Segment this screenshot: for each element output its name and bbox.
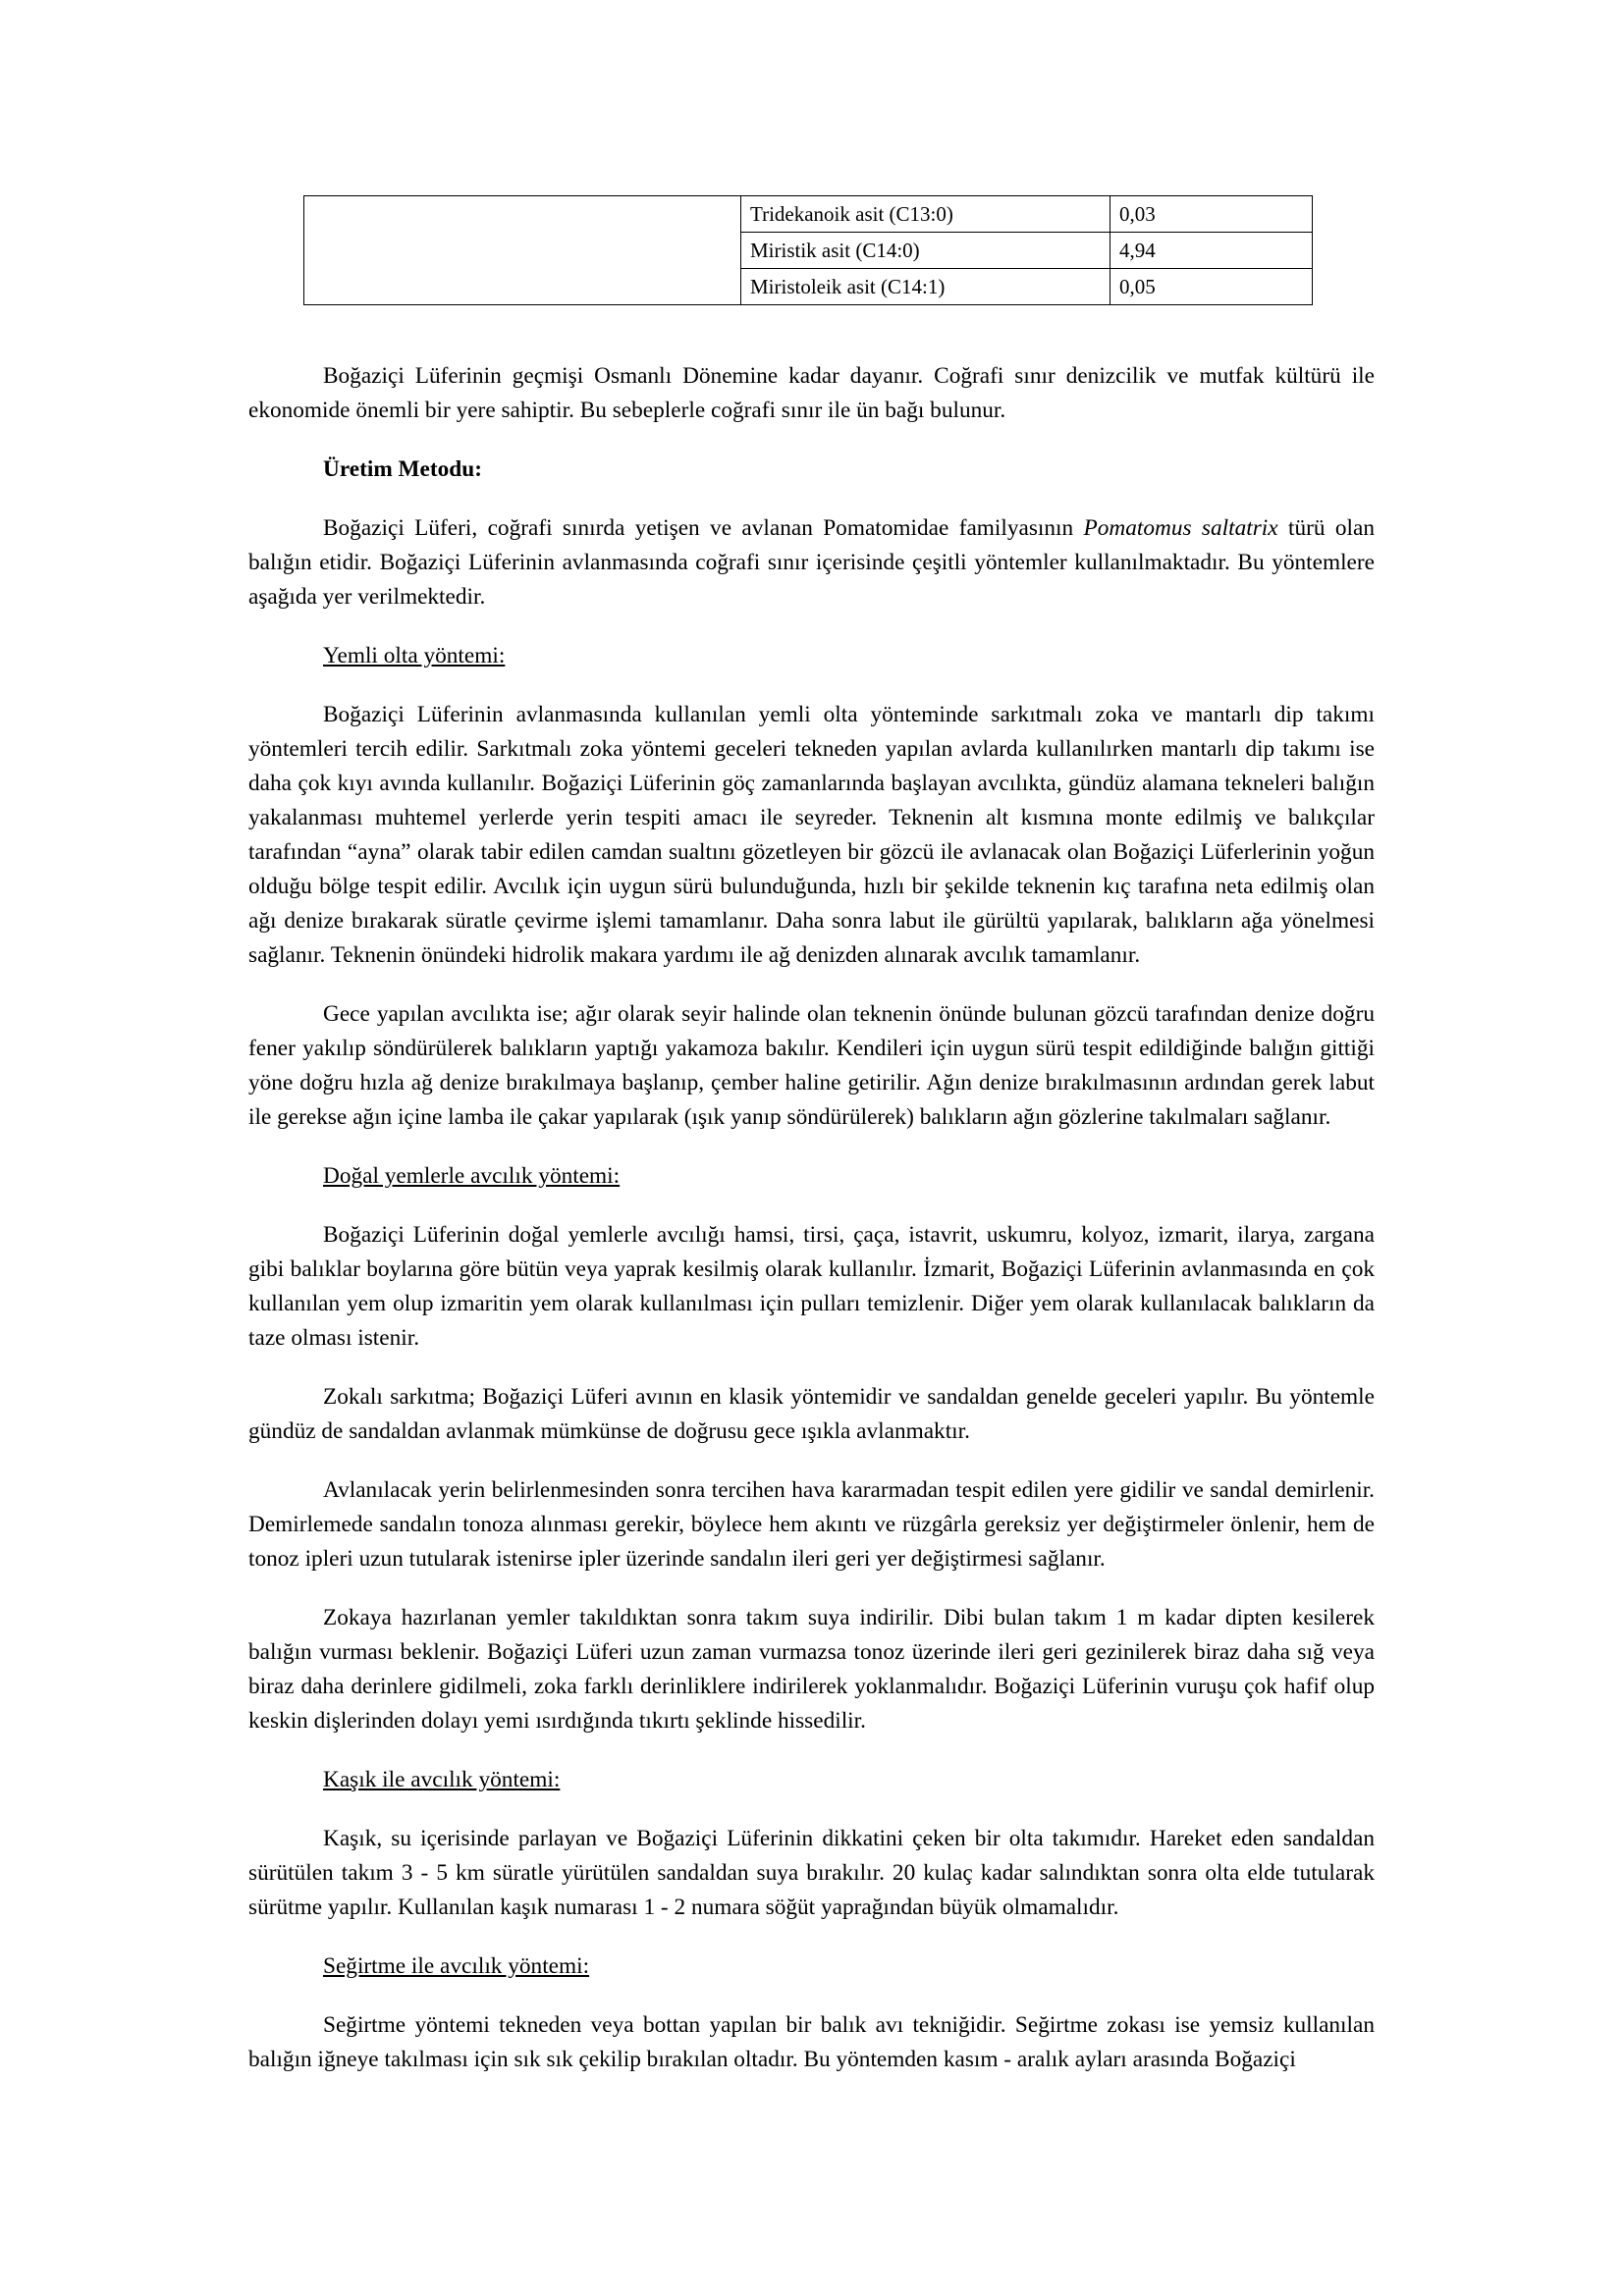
paragraph-production-intro	[248, 511, 1375, 614]
paragraph-history: Boğaziçi Lüferinin geçmişi Osmanlı Dönemine kadar dayanır. Coğrafi sınır denizcilik ve mutfak kültürü ile ekonomide önemli bir yere sahiptir. Bu sebeplerle coğrafi sınır ile ün bağı bulunur.	[248, 363, 1375, 423]
fatty-acid-value: 0,03	[1110, 196, 1313, 233]
fatty-acid-value: 4,94	[1110, 233, 1313, 269]
paragraph-jig-dropping: Zokalı sarkıtma; Boğaziçi Lüferi avının en klasik yöntemidir ve sandaldan genelde geceleri yapılır. Bu yöntemle gündüz de sandaldan avlanmak mümkünse de doğrusu gece ışıkla avlanmaktır.	[248, 1384, 1375, 1444]
subheading-natural-bait: Doğal yemlerle avcılık yöntemi:	[323, 1163, 621, 1189]
fatty-acid-name: Miristoleik asit (C14:1)	[741, 269, 1110, 305]
document-body	[248, 359, 1375, 2102]
paragraph-night-fishing: Gece yapılan avcılıkta ise; ağır olarak seyir halinde olan teknenin önünde bulunan gözcü tarafından denize doğru fener yakılıp söndürülerek balıkların yaptığı yakamoza bakılır. Kendileri için uygun sürü tespit edildiğinde balığın gittiği yöne doğru hızla ağ denize bırakılmaya başlanıp, çember haline getirilir. Ağın denize bırakılmasının ardından gerek labut ile gerekse ağın içine lamba ile çakar yapılarak (ışık yanıp söndürülerek) balıkların ağın gözlerine takılmaları sağlanır.	[248, 1001, 1375, 1130]
table-row	[304, 196, 1313, 233]
paragraph-natural-bait: Boğaziçi Lüferinin doğal yemlerle avcılığı hamsi, tirsi, çaça, istavrit, uskumru, kolyoz, izmarit, ilarya, zargana gibi balıklar boylarına göre bütün veya yaprak kesilmiş olarak kullanılır. İzmarit, Boğaziçi Lüferinin avlanmasında en çok kullanılan yem olup izmaritin yem olarak kullanılması için pulları temizlenir. Diğer yem olarak kullanılacak balıkların da taze olması istenir.	[248, 1222, 1375, 1351]
subheading-spoon: Kaşık ile avcılık yöntemi:	[323, 1767, 561, 1792]
species-name: Pomatomus saltatrix	[1083, 515, 1278, 541]
subheading-jerking: Seğirtme ile avcılık yöntemi:	[323, 1953, 590, 1979]
paragraph-spoon-method: Kaşık, su içerisinde parlayan ve Boğaziçi Lüferinin dikkatini çeken bir olta takımıdır. Hareket eden sandaldan sürütülen takım 3 - 5 km süratle yürütülen sandaldan suya bırakılır. 20 kulaç kadar salındıktan sonra olta elde tutularak sürütme yapılır. Kullanılan kaşık numarası 1 - 2 numara söğüt yaprağından büyük olmamalıdır.	[248, 1826, 1375, 1920]
paragraph-jerking-method: Seğirtme yöntemi tekneden veya bottan yapılan bir balık avı tekniğidir. Seğirtme zokası ise yemsiz kullanılan balığın iğneye takılması için sık sık çekilip bırakılan oltadır. Bu yöntemden kasım - aralık ayları arasında Boğaziçi	[248, 2012, 1375, 2072]
paragraph-text: Boğaziçi Lüferi, coğrafi sınırda yetişen ve avlanan Pomatomidae familyasının	[323, 515, 1084, 541]
fatty-acid-name: Miristik asit (C14:0)	[741, 233, 1110, 269]
paragraph-anchoring: Avlanılacak yerin belirlenmesinden sonra tercihen hava kararmadan tespit edilen yere gidilir ve sandal demirlenir. Demirlemede sandalın tonoza alınması gerekir, böylece hem akıntı ve rüzgârla gereksiz yer değiştirmeler önlenir, hem de tonoz ipleri uzun tutularak istenirse ipler üzerinde sandalın ileri geri yer değiştirmesi sağlanır.	[248, 1477, 1375, 1572]
fatty-acid-name: Tridekanoik asit (C13:0)	[741, 196, 1110, 233]
empty-merged-cell	[304, 196, 741, 305]
paragraph-text: türü olan balığın etidir. Boğaziçi Lüferinin avlanmasında coğrafi sınır içerisinde çeşitli yöntemler kullanılmaktadır. Bu yöntemlere aşağıda yer verilmektedir.	[248, 515, 1375, 610]
heading-production-method: Üretim Metodu:	[323, 456, 482, 482]
paragraph-bait-line-method: Boğaziçi Lüferinin avlanmasında kullanılan yemli olta yönteminde sarkıtmalı zoka ve mantarlı dip takımı yöntemleri tercih edilir. Sarkıtmalı zoka yöntemi geceleri tekneden yapılan avlarda kullanılırken mantarlı dip takımı ise daha çok kıyı avında kullanılır. Boğaziçi Lüferinin göç zamanlarında başlayan avcılıkta, gündüz alamana tekneleri balığın yakalanması muhtemel yerlerde yerin tespiti amacı ile seyreder. Teknenin alt kısmına monte edilmiş ve balıkçılar tarafından “ayna” olarak tabir edilen camdan sualtını gözetleyen bir gözcü ile avlanacak olan Boğaziçi Lüferlerinin yoğun olduğu bölge tespit edilir. Avcılık için uygun sürü bulunduğunda, hızlı bir şekilde teknenin kıç tarafına neta edilmiş olan ağı denize bırakarak süratle çevirme işlemi tamamlanır. Daha sonra labut ile gürültü yapılarak, balıkların ağa yönelmesi sağlanır. Teknenin önündeki hidrolik makara yardımı ile ağ denizden alınarak avcılık tamamlanır.	[248, 702, 1375, 968]
paragraph-jig-bait: Zokaya hazırlanan yemler takıldıktan sonra takım suya indirilir. Dibi bulan takım 1 m kadar dipten kesilerek balığın vurması beklenir. Boğaziçi Lüferi uzun zaman vurmazsa tonoz üzerinde ileri geri gezinilerek biraz daha sığ veya biraz daha derinlere gidilmeli, zoka farklı derinliklere indirilerek yoklanmalıdır. Boğaziçi Lüferinin vuruşu çok hafif olup keskin dişlerinden dolayı yemi ısırdığında tıkırtı şeklinde hissedilir.	[248, 1605, 1375, 1734]
subheading-bait-line: Yemli olta yöntemi:	[323, 643, 506, 668]
fatty-acid-table	[303, 195, 1313, 305]
fatty-acid-value: 0,05	[1110, 269, 1313, 305]
